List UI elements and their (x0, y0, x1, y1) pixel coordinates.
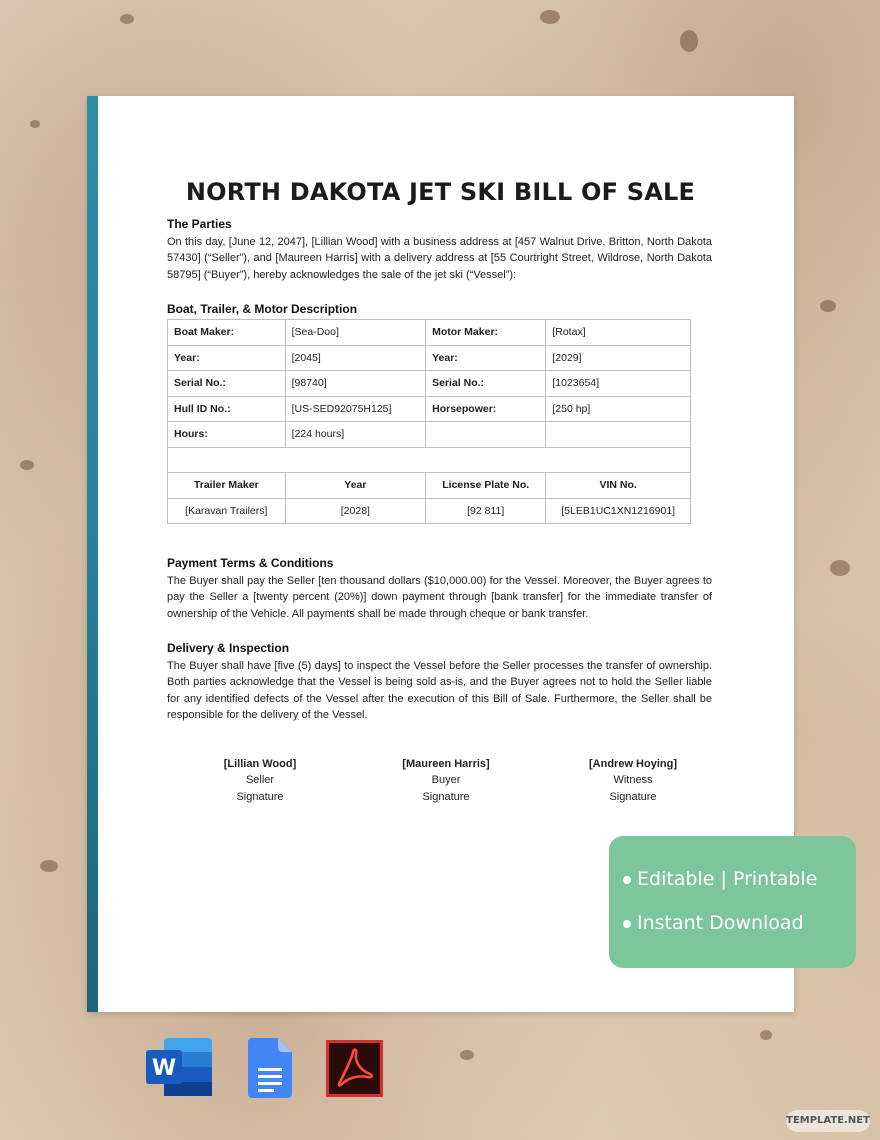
signature-name: [Maureen Harris] (402, 758, 490, 770)
signature-role: Buyer (431, 774, 461, 787)
word-icon[interactable] (146, 1038, 212, 1096)
description-heading: Boat, Trailer, & Motor Description (167, 302, 358, 316)
signature-line: Signature (422, 790, 470, 803)
delivery-heading: Delivery & Inspection (167, 641, 290, 655)
table-row (168, 422, 691, 448)
table-header-cell: Year (285, 473, 425, 499)
background-speck (20, 460, 34, 470)
signature-line: Signature (609, 790, 657, 803)
signature-name: [Lillian Wood] (223, 758, 297, 770)
table-cell: [224 hours] (285, 422, 425, 448)
table-cell: [98740] (285, 371, 425, 397)
background-speck (820, 300, 836, 312)
signature-buyer (366, 756, 526, 805)
promo-item-label: Instant Download (637, 912, 804, 934)
table-row (168, 371, 691, 397)
background-speck (120, 14, 134, 24)
table-header-cell: Trailer Maker (168, 473, 286, 499)
table-cell: [Sea-Doo] (285, 320, 425, 346)
description-section (167, 302, 712, 524)
background-speck (460, 1050, 474, 1060)
table-row (168, 396, 691, 422)
table-cell: Boat Maker: (168, 320, 286, 346)
table-cell (426, 422, 546, 448)
table-cell: [250 hp] (546, 396, 691, 422)
table-cell: Hull ID No.: (168, 396, 286, 422)
table-row (168, 345, 691, 371)
promo-item (637, 912, 804, 934)
table-cell: Year: (426, 345, 546, 371)
signature-role: Seller (245, 774, 275, 787)
signature-line: Signature (236, 790, 284, 803)
table-spacer-row (168, 447, 691, 473)
signature-role: Witness (613, 774, 653, 787)
signature-witness (553, 756, 713, 805)
document-title: NORTH DAKOTA JET SKI BILL OF SALE (185, 178, 696, 206)
parties-section (167, 217, 712, 283)
background-speck (40, 860, 58, 872)
table-cell (168, 447, 691, 473)
signature-seller (180, 756, 340, 805)
parties-heading: The Parties (167, 217, 232, 231)
background-speck (830, 560, 850, 576)
svg-text:W: W (151, 1056, 177, 1081)
watermark-badge: TEMPLATE.NET (786, 1110, 870, 1132)
table-cell: Serial No.: (426, 371, 546, 397)
delivery-section (167, 641, 712, 724)
table-cell: [1023654] (546, 371, 691, 397)
table-cell: [Rotax] (546, 320, 691, 346)
parties-text: On this day, [June 12, 2047], [Lillian Wood] with a business address at [457 Walnut Drive, Britton, North Dakota 57430] (“Seller”), and [Maureen Harris] with a delivery address at [55 Courtright Street, Wildrose, North Dakota 58795] (“Buyer”), hereby acknowledges the sale of the jet ski (“Vessel”): (167, 236, 712, 281)
table-cell: Year: (168, 345, 286, 371)
table-header-cell: VIN No. (546, 473, 691, 499)
payment-section (167, 556, 712, 622)
background-speck (760, 1030, 772, 1040)
table-cell: [2045] (285, 345, 425, 371)
table-cell: [92 811] (426, 498, 546, 524)
payment-heading: Payment Terms & Conditions (167, 556, 334, 570)
google-docs-icon[interactable] (248, 1038, 292, 1098)
trailer-value-row (168, 498, 691, 524)
promo-item-label: Editable | Printable (637, 868, 818, 890)
background-speck (30, 120, 40, 128)
table-header-cell: License Plate No. (426, 473, 546, 499)
delivery-text: The Buyer shall have [five (5) days] to inspect the Vessel before the Seller processes the transfer of ownership. Both parties acknowledge that the Vessel is being sold as-is, and the Buyer agrees not to hold the Seller liable for any identified defects of the Vessel after the execution of this Bill of Sale. Furthermore, the Seller shall be responsible for the delivery of the Vessel. (167, 660, 712, 722)
table-cell: Hours: (168, 422, 286, 448)
promo-badge (609, 836, 856, 968)
promo-item (637, 868, 817, 890)
table-row (168, 320, 691, 346)
document-accent-bar (87, 96, 98, 1012)
table-cell: Horsepower: (426, 396, 546, 422)
table-cell: Motor Maker: (426, 320, 546, 346)
table-cell: Serial No.: (168, 371, 286, 397)
payment-text: The Buyer shall pay the Seller [ten thousand dollars ($10,000.00) for the Vessel. Moreover, the Buyer agrees to pay the Seller a [twenty percent (20%)] down payment through [bank transfer] for the immediate transfer of ownership of the Vehicle. All payments shall be made through cheque or bank transfer. (167, 575, 712, 620)
table-cell: [US-SED92075H125] (285, 396, 425, 422)
background-speck (680, 30, 698, 52)
background-speck (540, 10, 560, 24)
table-cell: [2028] (285, 498, 425, 524)
table-cell: [Karavan Trailers] (168, 498, 286, 524)
bullet-icon (623, 920, 631, 928)
signature-name: [Andrew Hoying] (589, 758, 677, 770)
trailer-header-row (168, 473, 691, 499)
table-cell: [5LEB1UC1XN1216901] (546, 498, 691, 524)
bullet-icon (623, 876, 631, 884)
pdf-icon[interactable] (326, 1040, 383, 1097)
description-table (167, 319, 691, 524)
table-cell: [2029] (546, 345, 691, 371)
table-cell (546, 422, 691, 448)
